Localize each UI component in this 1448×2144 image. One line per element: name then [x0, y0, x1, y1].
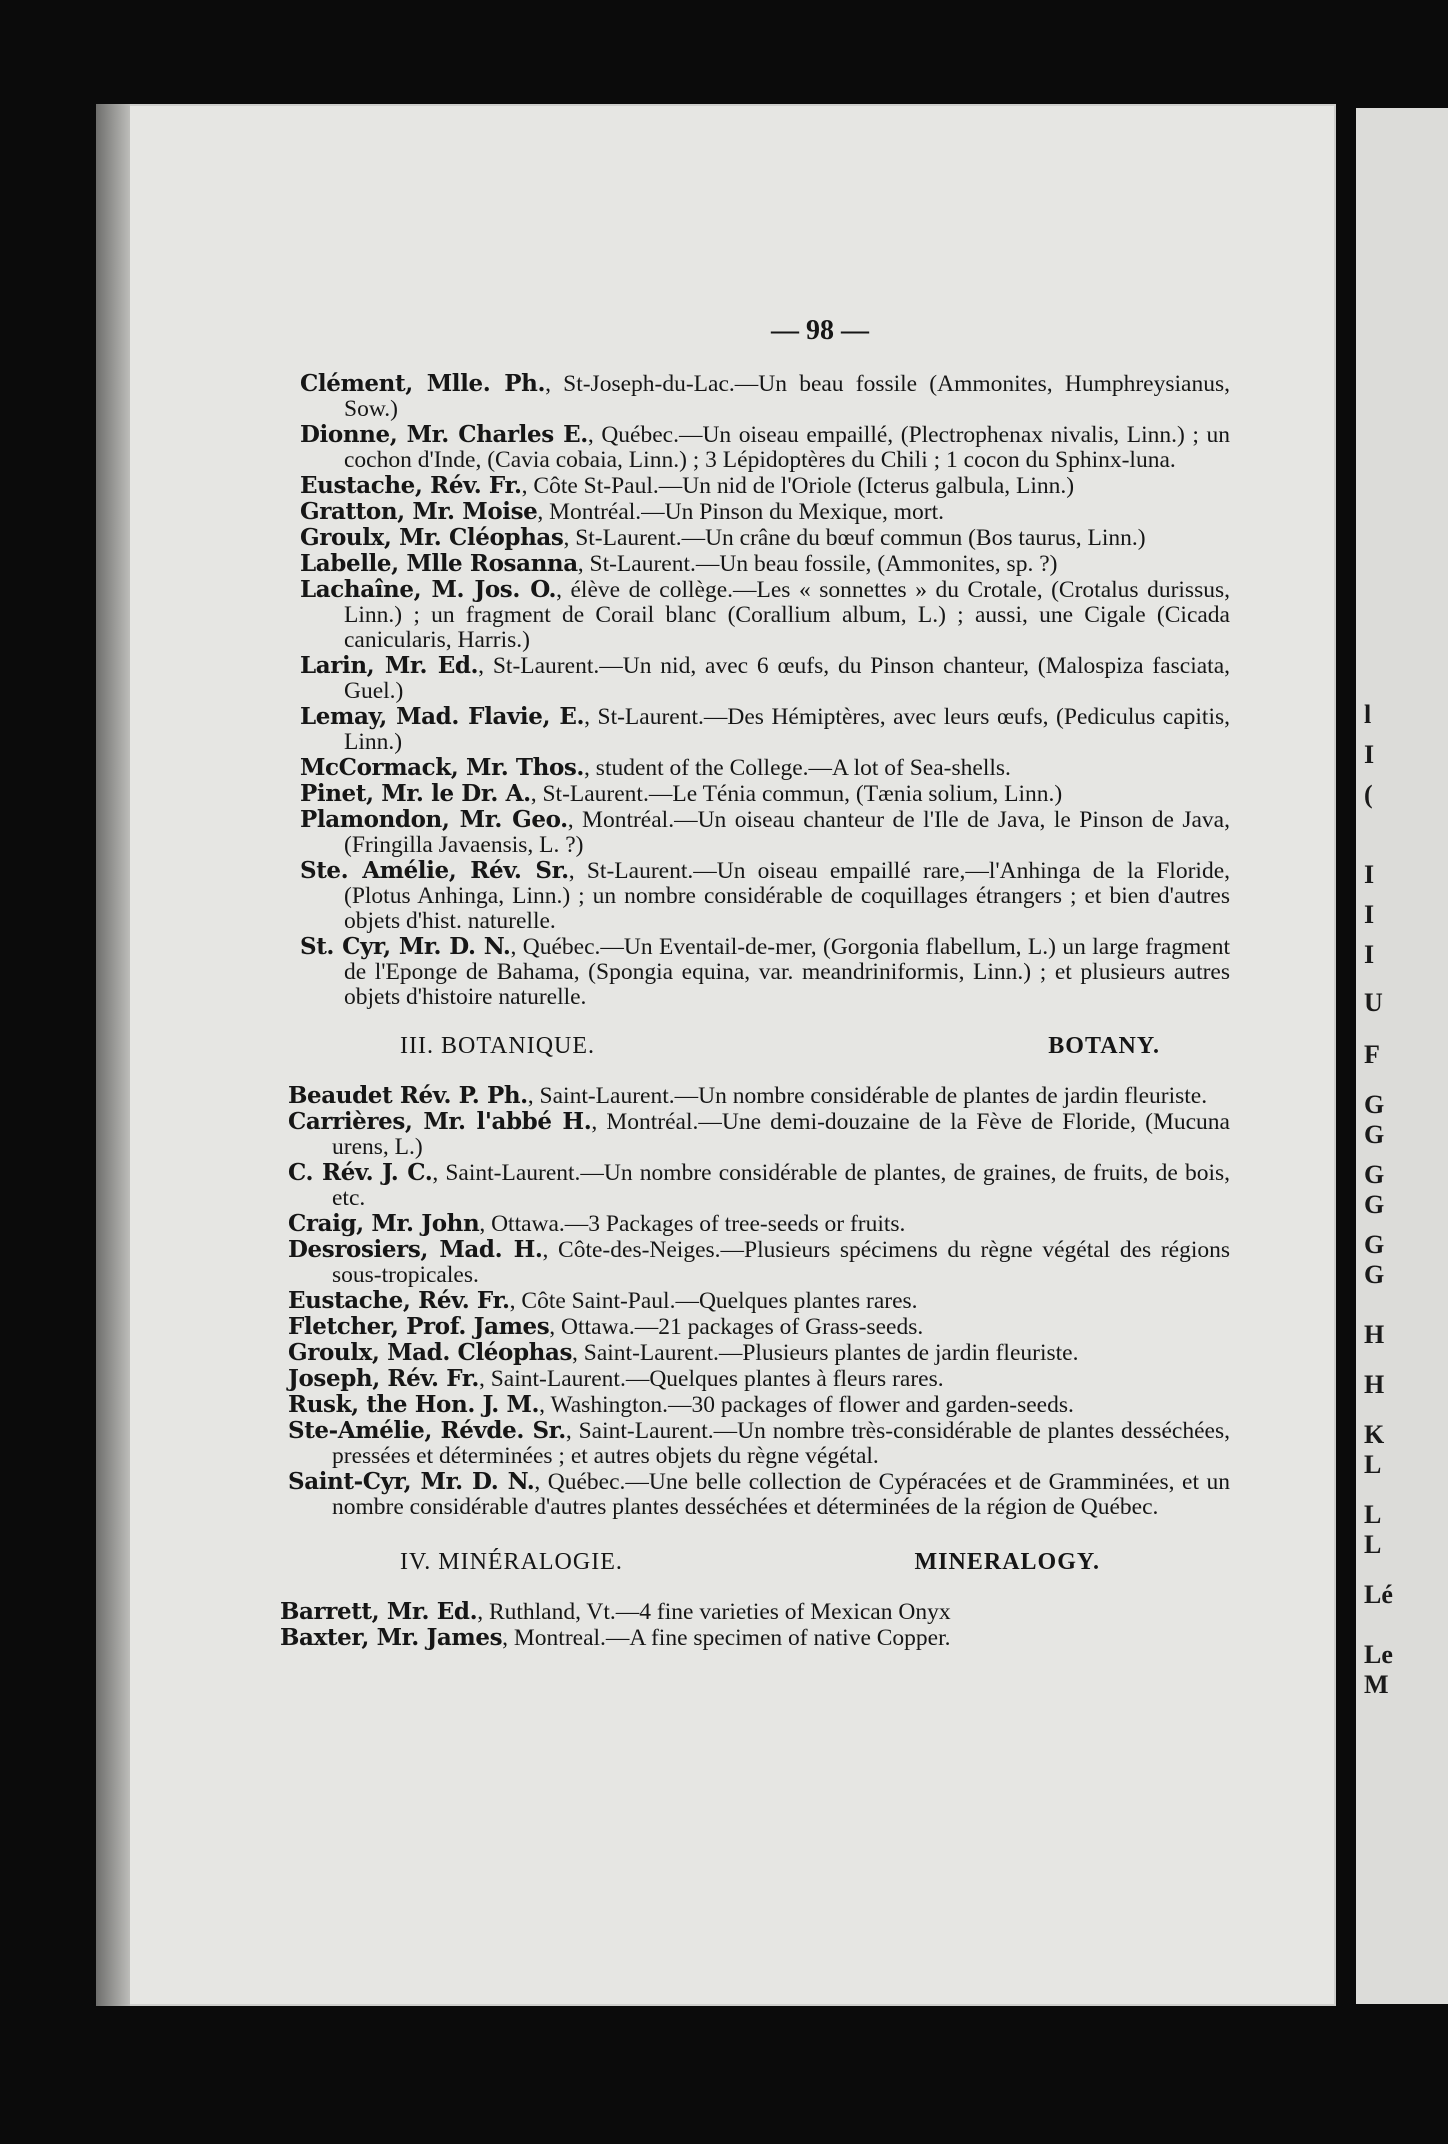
donor-entry: [300, 704, 1230, 755]
facing-page-fragment: L: [1364, 1530, 1382, 1559]
donor-name: Ste. Amélie, Rév. Sr.: [300, 857, 569, 884]
donation-description: , Côte St-Paul.—Un nid de l'Oriole (Icterus galbula, Linn.): [521, 473, 1075, 499]
facing-page-fragment: H: [1364, 1370, 1385, 1399]
donor-name: Ste-Amélie, Révde. Sr.: [288, 1417, 566, 1444]
donor-name: Barrett, Mr. Ed.: [280, 1598, 478, 1625]
donation-description: , Saint-Laurent.—Un nombre considérable de plantes de jardin fleuriste.: [527, 1083, 1208, 1109]
donor-entry: [300, 781, 1230, 807]
donor-entry: [300, 551, 1230, 577]
section-heading-mineralogy: [300, 1550, 1230, 1575]
donor-entry: [288, 1160, 1230, 1211]
page-content: [280, 315, 1231, 1651]
donor-name: Rusk, the Hon. J. M.: [288, 1391, 540, 1418]
donor-name: Pinet, Mr. le Dr. A.: [300, 780, 531, 807]
donor-entry: [300, 858, 1230, 934]
facing-page-fragment: I: [1364, 940, 1375, 969]
donor-name: Gratton, Mr. Moise: [300, 498, 538, 525]
facing-page-fragment: K: [1364, 1420, 1385, 1449]
donation-description: , Saint-Laurent.—Un nombre considérable de plantes, de graines, de fruits, de bois, etc.: [332, 1160, 1230, 1211]
donor-name: Labelle, Mlle Rosanna: [300, 550, 578, 577]
donor-name: Saint-Cyr, Mr. D. N.: [288, 1468, 535, 1495]
donor-entry: [300, 755, 1230, 781]
donor-entry: [300, 499, 1230, 525]
facing-page-fragment: I: [1364, 900, 1375, 929]
facing-page-fragment: (: [1364, 780, 1373, 809]
donor-name: Joseph, Rév. Fr.: [288, 1365, 479, 1392]
donor-name: Lachaîne, M. Jos. O.: [300, 576, 557, 603]
donor-name: St. Cyr, Mr. D. N.: [300, 933, 511, 960]
facing-page-fragment: G: [1364, 1120, 1385, 1149]
donor-entry: [300, 653, 1230, 704]
donation-description: , Saint-Laurent.—Un nombre très-considérable de plantes desséchées, pressées et déterminées ; et autres objets du règne végétal.: [332, 1418, 1230, 1469]
donor-entry: [280, 1625, 1230, 1651]
donor-entry: [288, 1314, 1230, 1340]
section-heading-botany: [300, 1034, 1230, 1059]
section-title-en: MINERALOGY.: [914, 1549, 1100, 1575]
donation-description: , Ottawa.—21 packages of Grass-seeds.: [549, 1314, 924, 1340]
donation-description: , St-Laurent.—Un nid, avec 6 œufs, du Pinson chanteur, (Malospiza fasciata, Guel.): [344, 653, 1230, 704]
facing-page-fragment: G: [1364, 1230, 1385, 1259]
donation-description: , Ottawa.—3 Packages of tree-seeds or fruits.: [479, 1211, 906, 1237]
donation-description: , St-Laurent.—Un oiseau empaillé rare,—l'Anhinga de la Floride, (Plotus Anhinga, Linn.) ; un nombre considérable de coquillages étrangers ; et bien d'autres objets d'hist. naturelle.: [344, 858, 1230, 934]
donor-entry: [280, 1599, 1230, 1625]
facing-page-fragment: l: [1364, 700, 1372, 729]
donation-description: , Washington.—30 packages of flower and garden-seeds.: [539, 1392, 1074, 1418]
donor-entry: [288, 1083, 1230, 1109]
donor-name: Lemay, Mad. Flavie, E.: [300, 703, 585, 730]
donor-entry: [288, 1469, 1230, 1520]
donor-name: Clément, Mlle. Ph.: [300, 370, 546, 397]
donation-description: , Montréal.—Un Pinson du Mexique, mort.: [537, 499, 945, 525]
donor-name: Eustache, Rév. Fr.: [288, 1287, 510, 1314]
facing-page-fragment: G: [1364, 1090, 1385, 1119]
donor-name: Carrières, Mr. l'abbé H.: [288, 1108, 592, 1135]
donor-name: Fletcher, Prof. James: [288, 1313, 550, 1340]
donation-description: , St-Laurent.—Des Hémiptères, avec leurs œufs, (Pediculus capitis, Linn.): [344, 704, 1231, 755]
donor-name: Baxter, Mr. James: [280, 1624, 503, 1651]
botany-donor-list: [288, 1083, 1230, 1520]
donor-name: Desrosiers, Mad. H.: [288, 1236, 543, 1263]
donor-name: Plamondon, Mr. Geo.: [300, 806, 568, 833]
donor-entry: [288, 1340, 1230, 1366]
donation-description: , Québec.—Un oiseau empaillé, (Plectrophenax nivalis, Linn.) ; un cochon d'Inde, (Cavia cobaia, Linn.) ; 3 Lépidoptères du Chili ; 1 cocon du Sphinx-luna.: [344, 422, 1231, 473]
donor-name: Dionne, Mr. Charles E.: [300, 421, 588, 448]
donor-name: Eustache, Rév. Fr.: [300, 472, 522, 499]
donor-entry: [300, 577, 1230, 653]
donor-entry: [300, 807, 1230, 858]
donation-description: , Montréal.—Un oiseau chanteur de l'Ile de Java, le Pinson de Java, (Fringilla Javaensis, L. ?): [344, 807, 1230, 858]
facing-page-fragment: Lé: [1364, 1580, 1393, 1609]
donor-name: McCormack, Mr. Thos.: [300, 754, 585, 781]
donor-entry: [288, 1288, 1230, 1314]
donor-entry: [288, 1392, 1230, 1418]
donor-entry: [300, 934, 1230, 1010]
facing-page-fragment: G: [1364, 1160, 1385, 1189]
donation-description: , élève de collège.—Les « sonnettes » du Crotale, (Crotalus durissus, Linn.) ; un fragment de Corail blanc (Corallium album, L.) ; aussi, une Cigale (Cicada canicularis, Harris.): [344, 577, 1230, 653]
facing-page-fragment: I: [1364, 740, 1375, 769]
donation-description: , St-Joseph-du-Lac.—Un beau fossile (Ammonites, Humphreysianus, Sow.): [344, 371, 1230, 422]
page-number: — 98 —: [771, 315, 869, 346]
donor-name: Groulx, Mr. Cléophas: [300, 524, 564, 551]
facing-page-fragment: U: [1364, 988, 1383, 1017]
donor-entry: [288, 1418, 1230, 1469]
zoology-donor-list: [300, 371, 1230, 1010]
donor-name: C. Rév. J. C.: [288, 1159, 433, 1186]
donor-entry: [288, 1237, 1230, 1288]
donor-name: Craig, Mr. John: [288, 1210, 480, 1237]
facing-page-fragment: H: [1364, 1320, 1385, 1349]
donor-entry: [300, 473, 1230, 499]
donor-name: Groulx, Mad. Cléophas: [288, 1339, 573, 1366]
donation-description: , St-Laurent.—Le Ténia commun, (Tænia solium, Linn.): [530, 781, 1063, 807]
facing-page-fragment: G: [1364, 1190, 1385, 1219]
facing-page-fragment: L: [1364, 1500, 1382, 1529]
facing-page-fragment: Le: [1364, 1640, 1393, 1669]
donor-entry: [288, 1211, 1230, 1237]
donation-description: , Saint-Laurent.—Quelques plantes à fleurs rares.: [478, 1366, 944, 1392]
donation-description: , St-Laurent.—Un crâne du bœuf commun (Bos taurus, Linn.): [563, 525, 1146, 551]
facing-page-fragment: I: [1364, 860, 1375, 889]
donation-description: , St-Laurent.—Un beau fossile, (Ammonites, sp. ?): [577, 551, 1058, 577]
facing-page-fragment: G: [1364, 1260, 1385, 1289]
donor-name: Beaudet Rév. P. Ph.: [288, 1082, 528, 1109]
donor-entry: [288, 1109, 1230, 1160]
donor-name: Larin, Mr. Ed.: [300, 652, 479, 679]
section-title-en: BOTANY.: [1048, 1033, 1160, 1059]
donation-description: , Côte-des-Neiges.—Plusieurs spécimens du règne végétal des régions sous-tropicales.: [332, 1237, 1231, 1288]
facing-page-fragment: F: [1364, 1040, 1380, 1069]
donor-entry: [288, 1366, 1230, 1392]
donation-description: , Montreal.—A fine specimen of native Copper.: [502, 1625, 951, 1651]
facing-page-edge: [1356, 108, 1448, 2004]
facing-page-fragment: L: [1364, 1450, 1382, 1479]
donor-entry: [300, 525, 1230, 551]
mineralogy-donor-list: [280, 1599, 1230, 1651]
donation-description: , Côte Saint-Paul.—Quelques plantes rares.: [509, 1288, 918, 1314]
donation-description: , Montréal.—Une demi-douzaine de la Fève de Floride, (Mucuna urens, L.): [332, 1109, 1230, 1160]
facing-page-fragment: M: [1364, 1670, 1389, 1699]
donation-description: , Ruthland, Vt.—4 fine varieties of Mexican Onyx: [477, 1599, 951, 1625]
page-gutter-shadow: [96, 104, 130, 2006]
donor-entry: [300, 422, 1230, 473]
section-title-fr: III. BOTANIQUE.: [400, 1033, 596, 1059]
donor-entry: [300, 371, 1230, 422]
donation-description: , student of the College.—A lot of Sea-shells.: [584, 755, 1011, 781]
donation-description: , Québec.—Une belle collection de Cypéracées et de Gramminées, et un nombre considérable d'autres plantes desséchées et déterminées de la région de Québec.: [332, 1469, 1231, 1520]
donation-description: , Québec.—Un Eventail-de-mer, (Gorgonia flabellum, L.) un large fragment de l'Eponge de Bahama, (Spongia equina, var. meandriniformis, Linn.) ; et plusieurs autres objets d'histoire naturelle.: [344, 934, 1231, 1010]
donation-description: , Saint-Laurent.—Plusieurs plantes de jardin fleuriste.: [572, 1340, 1079, 1366]
section-title-fr: IV. MINÉRALOGIE.: [400, 1549, 623, 1575]
